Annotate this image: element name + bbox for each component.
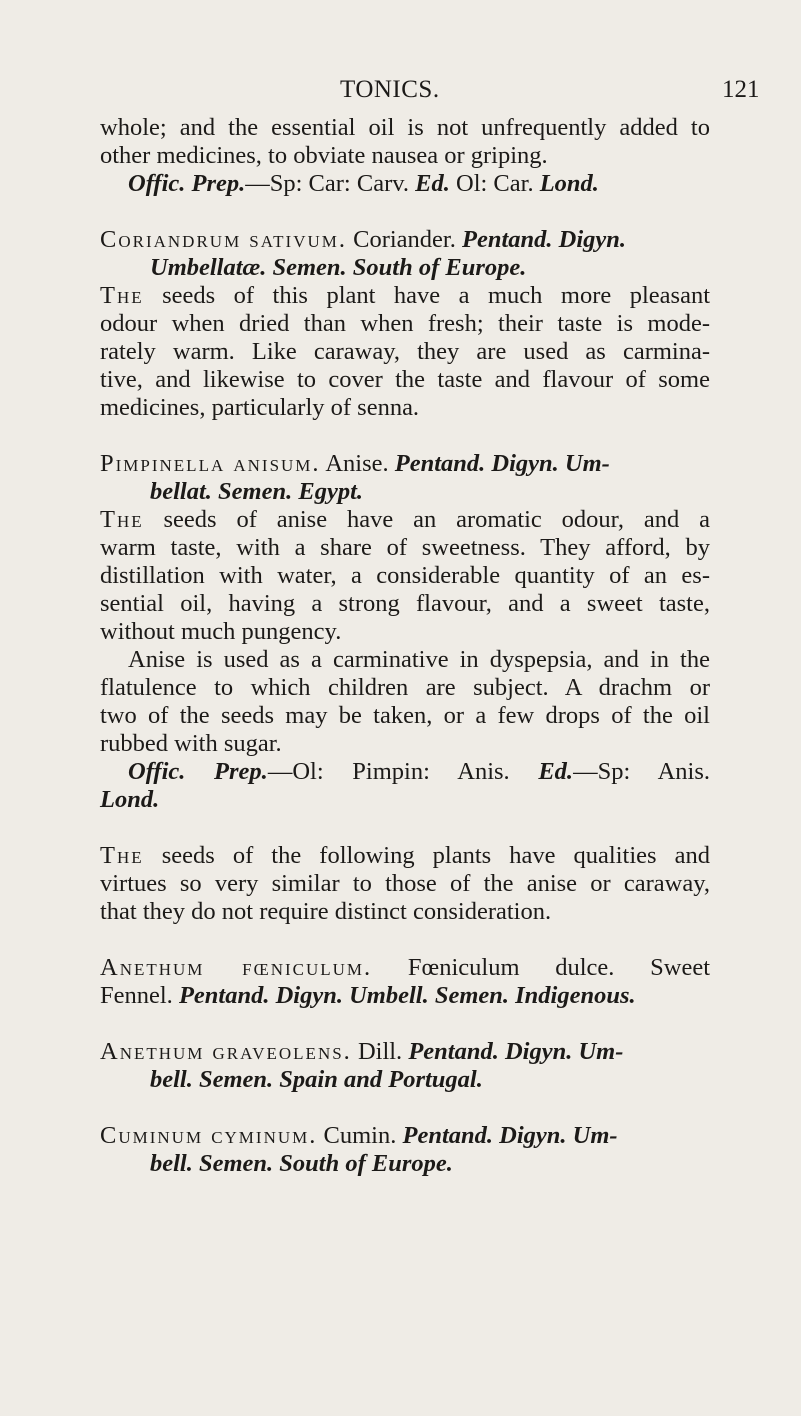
- spacer: [100, 814, 710, 842]
- common-name: Cumin.: [317, 1122, 403, 1149]
- text-line: whole; and the essential oil is not unfrequently added to: [100, 114, 710, 141]
- text-line: medicines, particularly of senna.: [100, 394, 420, 421]
- classification-continued: bellat. Semen. Egypt.: [150, 478, 363, 505]
- entry-heading: [100, 1038, 710, 1066]
- ed-label: Ed.: [538, 758, 574, 785]
- latin-name: Anethum fœniculum.: [100, 954, 373, 981]
- offic-label: Offic. Prep.: [128, 758, 268, 785]
- text-line: odour when dried than when fresh; their taste is mode-: [100, 310, 710, 337]
- classification-continued: Umbellatæ. Semen. South of Europe.: [150, 254, 527, 281]
- common-name: Coriander.: [347, 226, 462, 253]
- entry-fennel: [100, 954, 710, 1010]
- latin-name: Coriandrum sativum.: [100, 226, 347, 253]
- spacer: [100, 926, 710, 954]
- entry-coriander: [100, 226, 710, 422]
- latin-name: Cuminum cyminum.: [100, 1122, 318, 1149]
- text-line: without much pungency.: [100, 618, 342, 645]
- classification: Pentand. Digyn. Um-: [394, 450, 610, 477]
- entry-cumin: [100, 1122, 710, 1178]
- caraway-continuation: [100, 114, 710, 198]
- text-line: rubbed with sugar.: [100, 730, 282, 757]
- common-name: Fœniculum dulce. Sweet: [372, 954, 711, 981]
- classification: Pentand. Digyn. Um-: [402, 1122, 618, 1149]
- offic-text: —Sp: Car: Carv.: [245, 170, 416, 197]
- classification-continued: bell. Semen. Spain and Portugal.: [150, 1066, 483, 1093]
- text-line: two of the seeds may be taken, or a few drops of the oil: [100, 702, 710, 729]
- text-line: The seeds of anise have an aromatic odour, and a: [100, 506, 710, 533]
- text-line: virtues so very similar to those of the anise or caraway,: [100, 870, 710, 897]
- text-line: flatulence to which children are subject. A drachm or: [100, 674, 710, 701]
- classification-continued: Fennel. Pentand. Digyn. Umbell. Semen. Indigenous.: [100, 982, 636, 1009]
- common-name: Dill.: [351, 1038, 409, 1065]
- lond-label: Lond.: [539, 170, 599, 197]
- text-line: sential oil, having a strong flavour, and a sweet taste,: [100, 590, 710, 617]
- entry-heading: [100, 226, 710, 254]
- lond-label: Lond.: [100, 786, 160, 813]
- classification: Pentand. Digyn.: [462, 226, 627, 253]
- classification: Pentand. Digyn. Um-: [408, 1038, 624, 1065]
- ed-text: Ol: Car.: [449, 170, 540, 197]
- entry-heading: [100, 450, 710, 478]
- common-name: Anise.: [320, 450, 395, 477]
- text-line: The seeds of the following plants have qualities and: [100, 842, 710, 869]
- text-line: that they do not require distinct consideration.: [100, 898, 552, 925]
- spacer: [100, 198, 710, 226]
- latin-name: Anethum graveolens.: [100, 1038, 352, 1065]
- page-number: 121: [722, 76, 760, 103]
- body-text: [100, 114, 710, 1178]
- text-line: Anise is used as a carminative in dyspepsia, and in the: [128, 646, 710, 673]
- text-line: rately warm. Like caraway, they are used as carmina-: [100, 338, 710, 365]
- offic-text: —Ol: Pimpin: Anis.: [267, 758, 539, 785]
- text-line: tive, and likewise to cover the taste and flavour of some: [100, 366, 710, 393]
- text-line: The seeds of this plant have a much more pleasant: [100, 282, 710, 309]
- latin-name: Pimpinella anisum.: [100, 450, 321, 477]
- paragraph-following-plants: [100, 842, 710, 926]
- spacer: [100, 422, 710, 450]
- ed-text: —Sp: Anis.: [573, 758, 710, 785]
- text-line: warm taste, with a share of sweetness. They afford, by: [100, 534, 710, 561]
- running-title: TONICS.: [340, 76, 440, 103]
- lead-word: The: [100, 842, 144, 869]
- spacer: [100, 1010, 710, 1038]
- officinal-preparations: [100, 758, 710, 786]
- classification-continued: bell. Semen. South of Europe.: [150, 1150, 453, 1177]
- entry-heading: [100, 954, 710, 982]
- officinal-preparations: [100, 170, 710, 198]
- text-line: distillation with water, a considerable quantity of an es-: [100, 562, 710, 589]
- ed-label: Ed.: [415, 170, 450, 197]
- lead-word: The: [100, 282, 144, 309]
- entry-dill: [100, 1038, 710, 1094]
- entry-anise: [100, 450, 710, 814]
- lead-word: The: [100, 506, 144, 533]
- page-header: [0, 76, 801, 108]
- spacer: [100, 1094, 710, 1122]
- offic-label: Offic. Prep.: [128, 170, 246, 197]
- text-line: other medicines, to obviate nausea or griping.: [100, 142, 548, 169]
- entry-heading: [100, 1122, 710, 1150]
